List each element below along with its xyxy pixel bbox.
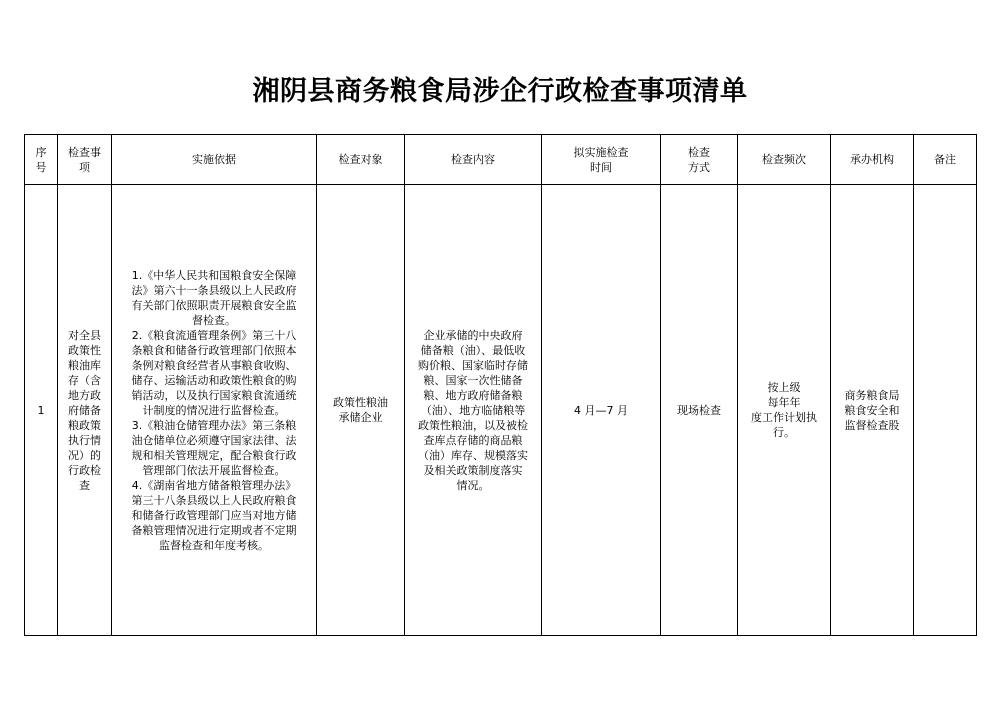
- cell-time: 4 月—7 月: [542, 185, 661, 636]
- cell-basis: 1.《中华人民共和国粮食安全保障 法》第六十一条县级以上人民政府 有关部门依照职责开展粮食安全监 督检查。 2.《粮食流通管理条例》第三十八 条粮食和储备行政管理部门依照本 条例对粮食经营者从事粮食收购、 储存、运输活动和政策性粮食的购 销活动，以及执行国家粮食流通统 计制度的情况进行监督检查。 3.《粮油仓储管理办法》第三条粮 油仓储单位必须遵守国家法律、法 规和相关管理规定，配合粮食行政 管理部门依法开展监督检查。 4.《湖南省地方储备粮管理办法》 第三十八条县级以上人民政府粮食 和储备行政管理部门应当对地方储 备粮管理情况进行定期或者不定期 监督检查和年度考核。: [112, 185, 317, 636]
- cell-item: 对全县 政策性 粮油库 存（含 地方政 府储备 粮政策 执行情 况）的 行政检 查: [58, 185, 112, 636]
- cell-remark: [914, 185, 977, 636]
- cell-target: 政策性粮油 承储企业: [317, 185, 405, 636]
- cell-content: 企业承储的中央政府 储备粮（油）、最低收 购价粮、国家临时存储 粮、国家一次性储备 粮、地方政府储备粮 （油）、地方临储粮等 政策性粮油，以及被检 查库点存储的商品粮 （油）库存、规模落实 及相关政策制度落实 情况。: [405, 185, 542, 636]
- document-title: 湘阴县商务粮食局涉企行政检查事项清单: [252, 76, 748, 107]
- header-agency: 承办机构: [831, 135, 914, 185]
- header-item: 检查事 项: [58, 135, 112, 185]
- cell-seq: 1: [25, 185, 58, 636]
- cell-method: 现场检查: [661, 185, 738, 636]
- header-seq: 序 号: [25, 135, 58, 185]
- header-basis: 实施依据: [112, 135, 317, 185]
- header-time: 拟实施检查 时间: [542, 135, 661, 185]
- cell-frequency: 按上级 每年年 度工作计划执 行。: [738, 185, 831, 636]
- table-header-row: [25, 135, 977, 185]
- cell-agency: 商务粮食局 粮食安全和 监督检查股: [831, 185, 914, 636]
- table-row: [25, 185, 977, 636]
- header-frequency: 检查频次: [738, 135, 831, 185]
- inspection-table: [24, 134, 977, 636]
- header-content: 检查内容: [405, 135, 542, 185]
- header-method: 检查 方式: [661, 135, 738, 185]
- header-target: 检查对象: [317, 135, 405, 185]
- header-remark: 备注: [914, 135, 977, 185]
